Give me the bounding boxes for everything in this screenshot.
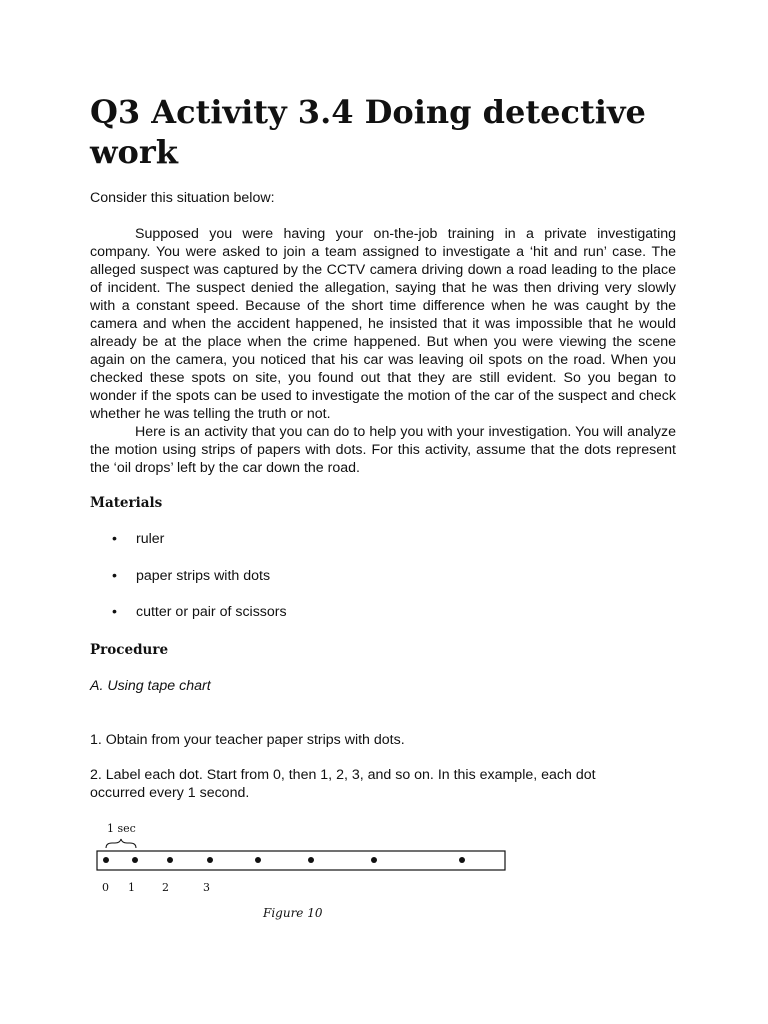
dot-label: 2 xyxy=(162,881,169,894)
list-item xyxy=(112,603,287,621)
dot-label: 3 xyxy=(203,881,210,894)
page-title: Q3 Activity 3.4 Doing detective work xyxy=(90,93,646,171)
strip-dot xyxy=(103,857,109,863)
strip-dot xyxy=(255,857,261,863)
list-item xyxy=(112,567,287,585)
strip-dot xyxy=(459,857,465,863)
list-item xyxy=(112,530,287,548)
intro-text: Consider this situation below: xyxy=(90,190,275,206)
procedure-heading: Procedure xyxy=(90,642,169,658)
strip-dot xyxy=(132,857,138,863)
procedure-subheading: A. Using tape chart xyxy=(90,678,211,694)
strip-dot xyxy=(371,857,377,863)
figure-caption: Figure 10 xyxy=(263,906,323,920)
material-label: ruler xyxy=(136,531,165,547)
paper-strip xyxy=(97,851,505,870)
paragraph-scenario: Supposed you were having your on-the-job training in a private investigating company. You were asked to join a team assigned to investigate a ‘hit and run’ case. The alleged suspect was captured by the CCTV camera driving down a road leading to the place of incident. The suspect denied the allegation, saying that he was then driving very slowly with a constant speed. Because of the short time difference when he was caught by the camera and when the accident happened, he insisted that it was impossible that he would already be at the place when the crime happened. But when you were viewing the scene again on the camera, you noticed that his car was leaving oil spots on the road. When you checked these spots on site, you found out that they are still evident. So you began to wonder if the spots can be used to investigate the motion of the car of the suspect and check whether he was telling the truth or not. xyxy=(90,226,676,422)
materials-list xyxy=(112,530,287,640)
material-label: paper strips with dots xyxy=(136,567,271,584)
interval-brace xyxy=(106,839,136,848)
bullet-icon: • xyxy=(112,531,117,547)
strip-dot xyxy=(167,857,173,863)
scenario-text xyxy=(90,225,676,477)
paragraph-activity: Here is an activity that you can do to help you with your investigation. You will analyze the motion using strips of papers with dots. For this activity, assume that the dots represent the ‘oil drops’ left by the car down the road. xyxy=(90,424,676,476)
dot-label: 1 xyxy=(128,881,135,894)
strip-dot xyxy=(308,857,314,863)
strip-dot xyxy=(207,857,213,863)
dot-label: 0 xyxy=(102,881,109,894)
procedure-step-2: 2. Label each dot. Start from 0, then 1, 2, 3, and so on. In this example, each dot occurred every 1 second. xyxy=(90,767,596,801)
interval-label: 1 sec xyxy=(107,822,136,835)
procedure-step-1: 1. Obtain from your teacher paper strips with dots. xyxy=(90,732,405,748)
bullet-icon: • xyxy=(112,567,117,584)
bullet-icon: • xyxy=(112,604,117,620)
materials-heading: Materials xyxy=(90,495,163,511)
material-label: cutter or pair of scissors xyxy=(136,604,287,620)
dot-strip-diagram xyxy=(90,815,520,905)
